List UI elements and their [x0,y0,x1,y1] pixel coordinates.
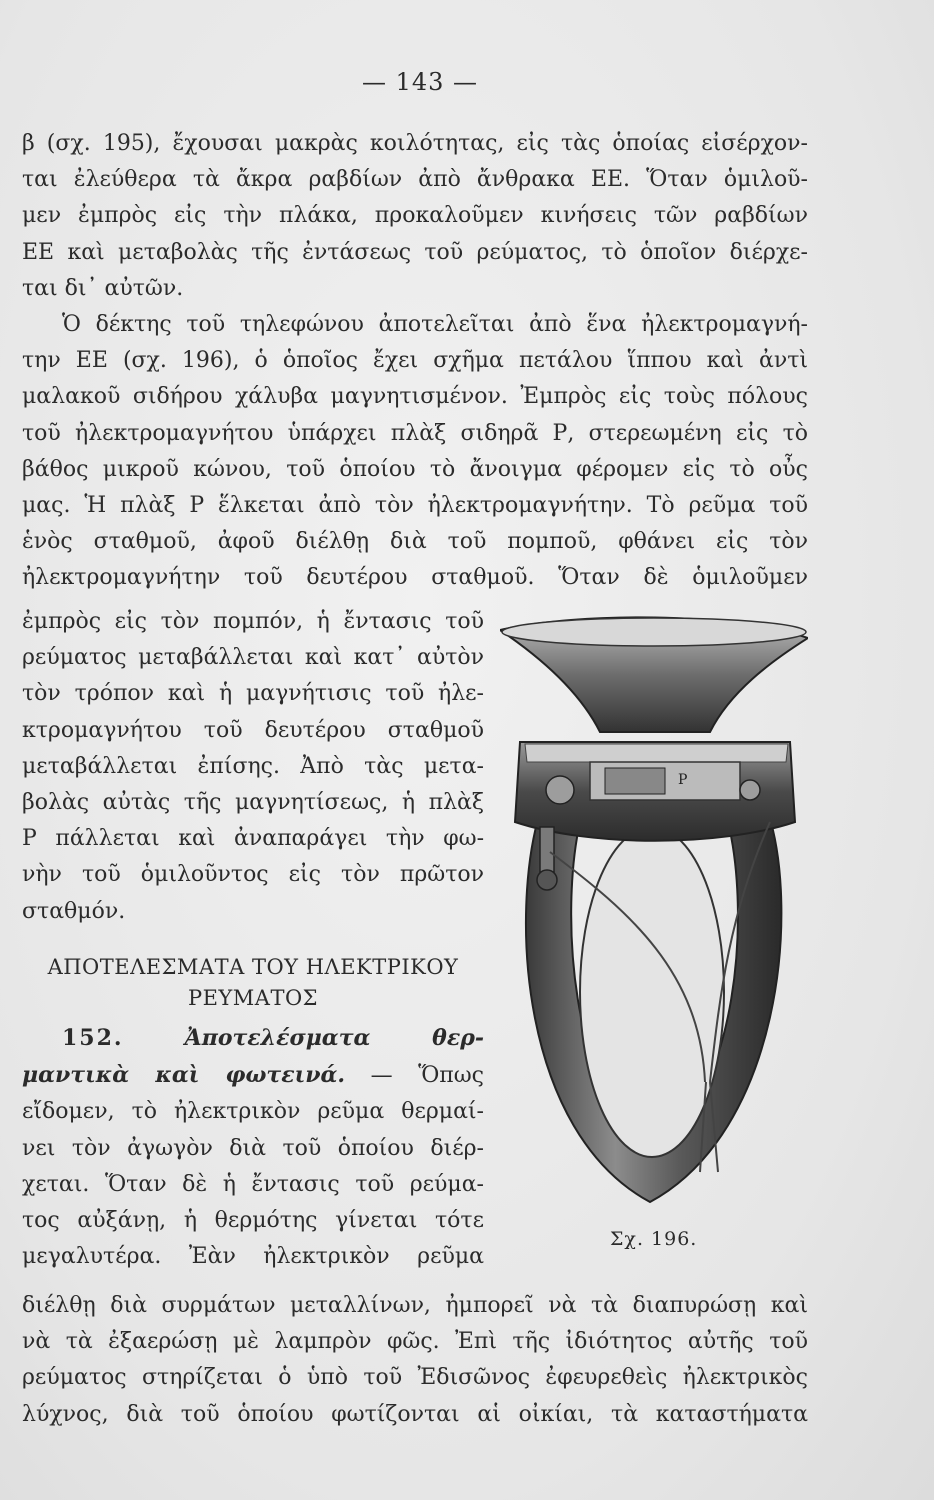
text-line: χεται. Ὅταν δὲ ἡ ἔντασις τοῦ ρεύμα- [22,1171,484,1197]
text-line: την ΕΕ (σχ. 196), ὁ ὁποῖος ἔχει σχῆμα πετάλου ἵππου καὶ ἀντὶ [22,348,808,374]
figure-caption: Σχ. 196. [610,1228,698,1250]
text-line: ρεύματος στηρίζεται ὁ ὑπὸ τοῦ Ἐδισῶνος ἐφευρεθεὶς ἠλεκτρικὸς [22,1365,808,1391]
section-title-part2: μαντικὰ καὶ φωτεινά. [22,1062,346,1089]
section-title-line [22,1020,484,1057]
top-text-block [22,126,808,597]
text-line: Ρ πάλλεται καὶ ἀναπαράγει τὴν φω- [22,826,484,852]
text-line: μαλακοῦ σιδήρου χάλυβα μαγνητισμένον. Ἐμπρὸς εἰς τοὺς πόλους [22,384,808,410]
text-line: ἑνὸς σταθμοῦ, ἀφοῦ διέλθῃ διὰ τοῦ πομποῦ, φθάνει εἰς τὸν [22,529,808,555]
heading-line: ΑΠΟΤΕΛΕΣΜΑΤΑ ΤΟΥ ΗΛΕΚΤΡΙΚΟΥ [47,955,459,979]
text-line: ρεύματος μεταβάλλεται καὶ κατ᾽ αὐτὸν [22,645,484,671]
text-line: ται δι᾽ αὐτῶν. [22,275,184,301]
section-title-line-2 [22,1057,484,1094]
text-line: μας. Ἡ πλὰξ Ρ ἕλκεται ἀπὸ τὸν ἠλεκτρομαγνήτην. Τὸ ρεῦμα τοῦ [22,493,808,519]
text-line: νει τὸν ἀγωγὸν διὰ τοῦ ὁποίου διέρ- [22,1135,484,1161]
text-line: διέλθῃ διὰ συρμάτων μεταλλίνων, ἠμπορεῖ νὰ τὰ διαπυρώσῃ καὶ [22,1293,808,1318]
section-heading [22,952,484,1014]
section-title-part1: Ἀποτελέσματα θερ- [184,1025,484,1051]
text-line: κτρομαγνήτου τοῦ δευτέρου σταθμοῦ [22,717,484,743]
text-fragment: — Ὅπως [370,1063,484,1089]
telephone-receiver-figure [500,612,808,1212]
text-line: μεγαλυτέρα. Ἐὰν ἠλεκτρικὸν ρεῦμα [22,1244,484,1270]
text-line: βάθος μικροῦ κώνου, τοῦ ὁποίου τὸ ἄνοιγμα φέρομεν εἰς τὸ οὖς [22,456,808,482]
text-line: λύχνος, διὰ τοῦ ὁποίου φωτίζονται αἱ οἰκίαι, τὰ καταστήματα [22,1401,808,1427]
text-line: νὰ τὰ ἐξαερώσῃ μὲ λαμπρὸν φῶς. Ἐπὶ τῆς ἰδιότητος αὐτῆς τοῦ [22,1329,808,1355]
heading-line: ΡΕΥΜΑΤΟΣ [187,986,319,1010]
text-line: εἴδομεν, τὸ ἠλεκτρικὸν ρεῦμα θερμαί- [22,1099,484,1125]
text-line: Ὁ δέκτης τοῦ τηλεφώνου ἀποτελεῖται ἀπὸ ἕνα ἠλεκτρομαγνή- [62,312,808,338]
text-line: ἠλεκτρομαγνήτην τοῦ δευτέρου σταθμοῦ. Ὅταν δὲ ὁμιλοῦμεν [22,565,808,591]
text-line: βολὰς αὐτὰς τῆς μαγνητίσεως, ἡ πλὰξ [22,790,484,816]
plate-label: P [678,772,688,788]
text-line: μεταβάλλεται ἐπίσης. Ἀπὸ τὰς μετα- [22,753,484,779]
telephone-receiver-illustration [500,612,808,1212]
text-line: νὴν τοῦ ὁμιλοῦντος εἰς τὸν πρῶτον [22,862,484,888]
section-text [22,1020,484,1275]
text-line: ΕΕ καὶ μεταβολὰς τῆς ἐντάσεως τοῦ ρεύματος, τὸ ὁποῖον διέρχε- [22,239,808,265]
section-number: 152. [62,1025,124,1051]
left-column-text [22,604,484,930]
text-line: β (σχ. 195), ἔχουσαι μακρὰς κοιλότητας, εἰς τὰς ὁποίας εἰσέρχον- [22,131,808,156]
bottom-text-block [22,1288,808,1433]
text-line: ται ἐλεύθερα τὰ ἄκρα ραβδίων ἀπὸ ἄνθρακα ΕΕ. Ὅταν ὁμιλοῦ- [22,167,808,193]
page-number: — 143 — [361,68,479,96]
text-line: τος αὐξάνῃ, ἡ θερμότης γίνεται τότε [22,1208,484,1234]
text-line: τὸν τρόπον καὶ ἡ μαγνήτισις τοῦ ἠλε- [22,681,484,707]
text-line: σταθμόν. [22,898,126,924]
text-line: μεν ἐμπρὸς εἰς τὴν πλάκα, προκαλοῦμεν κινήσεις τῶν ραβδίων [22,203,808,229]
text-line: τοῦ ἠλεκτρομαγνήτου ὑπάρχει πλὰξ σιδηρᾶ Ρ, στερεωμένη εἰς τὸ [22,420,808,446]
text-line: ἐμπρὸς εἰς τὸν πομπόν, ἡ ἔντασις τοῦ [22,609,484,634]
